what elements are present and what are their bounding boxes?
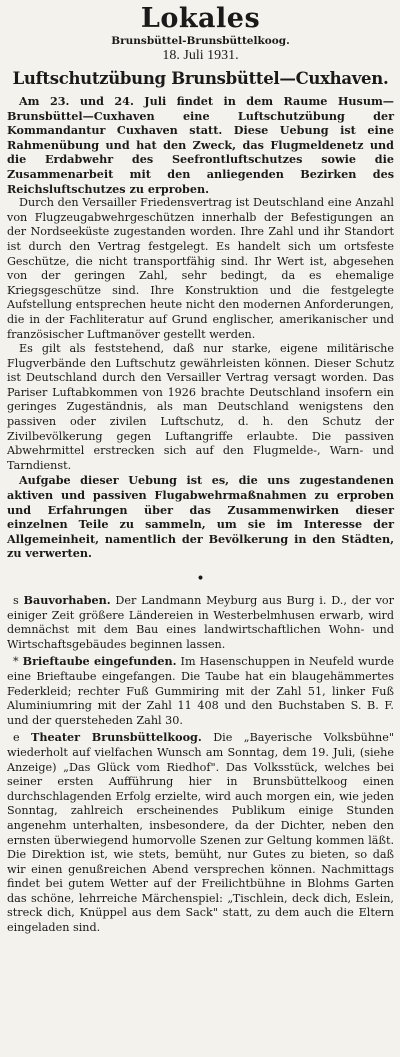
section-separator: •	[196, 571, 205, 587]
news-keyword: Bauvorhaben.	[23, 593, 111, 607]
news-text: Der Landmann Meyburg aus Burg i. D., der vor einiger Zeit größere Ländereien in Westerbelmhusen erwarb, wird demnächst mit dem Bau eines landwirtschaftlichen Wohn- und Wirtschaftsgebäudes beginnen lassen.	[7, 594, 394, 651]
section-title: Lokales	[140, 3, 261, 34]
news-prefix: *	[13, 655, 19, 669]
news-keyword: Brieftaube eingefunden.	[22, 654, 177, 669]
news-item	[7, 654, 394, 728]
news-prefix: e	[13, 731, 20, 745]
article-paragraph: Aufgabe dieser Uebung ist es, die uns zugestandenen aktiven und passiven Flugabwehrmaßnahmen zu erproben und Erfahrungen über das Zusammenwirken dieser einzelnen Teile zu sammeln, um sie im Interesse der Allgemeinheit, namentlich der Bevölkerung in den Städten, zu verwerten.	[7, 473, 394, 561]
news-text: Die „Bayerische Volksbühne" wiederholt auf vielfachen Wunsch am Sonntag, dem 19. Juli, (siehe Anzeige) „Das Glück vom Riedhof". Das Volksstück, welches bei seiner ersten Aufführung hier in Brunsbüttelkoog einen durchschlagenden Erfolg erzielte, wird auch morgen ein, wie jeden Sonntag, zahlreich erscheinendes Publikum einige Stunden angenehm unterhalten, insbesondere, da der Dichter, neben den ernsten überwiegend humorvolle Szenen zur Geltung kommen läßt. Die Direktion ist, wie stets, bemüht, nur Gutes zu bieten, so daß wir einen genußreichen Abend versprechen können. Nachmittags findet bei gutem Wetter auf der Freilichtbühne in Blohms Garten das schöne, lehrreiche Märchenspiel: „Tischlein, deck dich, Eslein, streck dich, Knüppel aus dem Sack" statt, zu dem auch die Eltern eingeladen sind.	[7, 731, 395, 935]
news-item	[7, 593, 394, 652]
news-text: Im Hasenschuppen in Neufeld wurde eine Brieftaube eingefangen. Die Taube hat ein blaugehämmertes Federkleid; rechter Fuß Gummiring mit der Zahl 51, linker Fuß Aluminiumring mit der Zahl 11 408 und den Buchstaben S. B. F. und der quersteheden Zahl 30.	[7, 655, 394, 727]
article-body	[7, 94, 394, 561]
article-paragraph: Am 23. und 24. Juli findet in dem Raume Husum—Brunsbüttel—Cuxhaven eine Luftschutzübung der Kommandantur Cuxhaven statt. Diese Uebung ist eine Rahmenübung und hat den Zweck, das Flugmeldenetz und die Erdabwehr des Seefrontluftschutzes sowie die Zusammenarbeit mit den anliegenden Bezirken des Reichsluftschutzes zu erproben.	[7, 94, 394, 196]
article-paragraph: Durch den Versailler Friedensvertrag ist Deutschland eine Anzahl von Flugzeugabwehrgeschützen innerhalb der Befestigungen an der Nordseeküste zugestanden worden. Ihre Zahl und ihr Standort ist durch den Vertrag festgelegt. Es handelt sich um ortsfeste Geschütze, die nicht transportfähig sind. Ihr Wert ist, abgesehen von der geringen Zahl, sehr bedingt, da es ehemalige Kriegsgeschütze sind. Ihre Konstruktion und die festgelegte Aufstellung entsprechen heute nicht den modernen Anforderungen, die in der Fachliteratur auf Grund englischer, amerikanischer und französischer Luftmanöver gestellt werden.	[7, 196, 394, 341]
news-item	[7, 730, 394, 935]
article-paragraph: Es gilt als feststehend, daß nur starke, eigene militärische Flugverbände den Luftschutz gewährleisten können. Dieser Schutz ist Deutschland durch den Versailler Vertrag versagt worden. Das Pariser Luftabkommen von 1926 brachte Deutschland insofern ein geringes Zugeständnis, als man Deutschland wenigstens den passiven oder zivilen Luftschutz, d. h. den Schutz der Zivilbevölkerung gegen Luftangriffe erlaubte. Die passiven Abwehrmittel erstrecken sich auf den Flugmelde-, Warn- und Tarndienst.	[7, 342, 394, 472]
local-news	[7, 593, 394, 936]
issue-date: 18. Juli 1931.	[162, 48, 239, 63]
dateline: Brunsbüttel-Brunsbüttelkoog.	[111, 35, 290, 47]
news-keyword: Theater Brunsbüttelkoog.	[31, 730, 202, 745]
news-prefix: s	[13, 594, 19, 607]
article-headline: Luftschutzübung Brunsbüttel—Cuxhaven.	[12, 69, 389, 88]
